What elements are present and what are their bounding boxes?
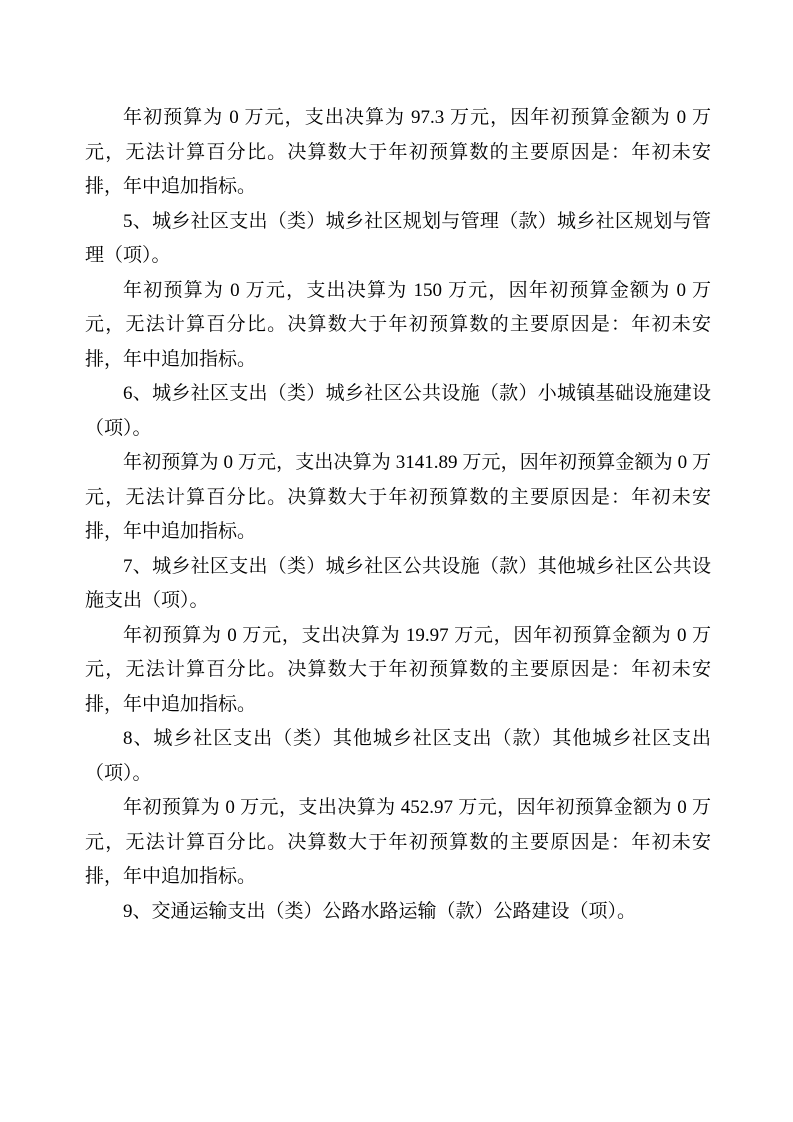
- paragraph-3-body: 年初预算为 0 万元，支出决算为 150 万元，因年初预算金额为 0 万元，无法计算百分比。决算数大于年初预算数的主要原因是：年初未安排，年中追加指标。: [85, 279, 711, 370]
- paragraph-1-body: 年初预算为 0 万元，支出决算为 97.3 万元，因年初预算金额为 0 万元，无法计算百分比。决算数大于年初预算数的主要原因是：年初未安排，年中追加指标。: [85, 107, 711, 197]
- paragraph-8-heading: 8、城乡社区支出（类）其他城乡社区支出（款）其他城乡社区支出（项）。: [85, 728, 711, 784]
- paragraph-9-body: 年初预算为 0 万元，支出决算为 452.97 万元，因年初预算金额为 0 万元，无法计算百分比。决算数大于年初预算数的主要原因是：年初未安排，年中追加指标。: [85, 797, 711, 887]
- paragraph-5-body: 年初预算为 0 万元，支出决算为 3141.89 万元，因年初预算金额为 0 万元，无法计算百分比。决算数大于年初预算数的主要原因是：年初未安排，年中追加指标。: [85, 452, 711, 542]
- paragraph-7-body: 年初预算为 0 万元，支出决算为 19.97 万元，因年初预算金额为 0 万元，无法计算百分比。决算数大于年初预算数的主要原因是：年初未安排，年中追加指标。: [85, 624, 711, 715]
- paragraph-4-heading: 6、城乡社区支出（类）城乡社区公共设施（款）小城镇基础设施建设（项）。: [85, 383, 711, 439]
- document-content: [85, 101, 711, 929]
- paragraph-2-heading: 5、城乡社区支出（类）城乡社区规划与管理（款）城乡社区规划与管理（项）。: [85, 210, 711, 266]
- paragraph-6-heading: 7、城乡社区支出（类）城乡社区公共设施（款）其他城乡社区公共设施支出（项）。: [85, 555, 711, 611]
- paragraph-10-heading: 9、交通运输支出（类）公路水路运输（款）公路建设（项）。: [123, 900, 637, 922]
